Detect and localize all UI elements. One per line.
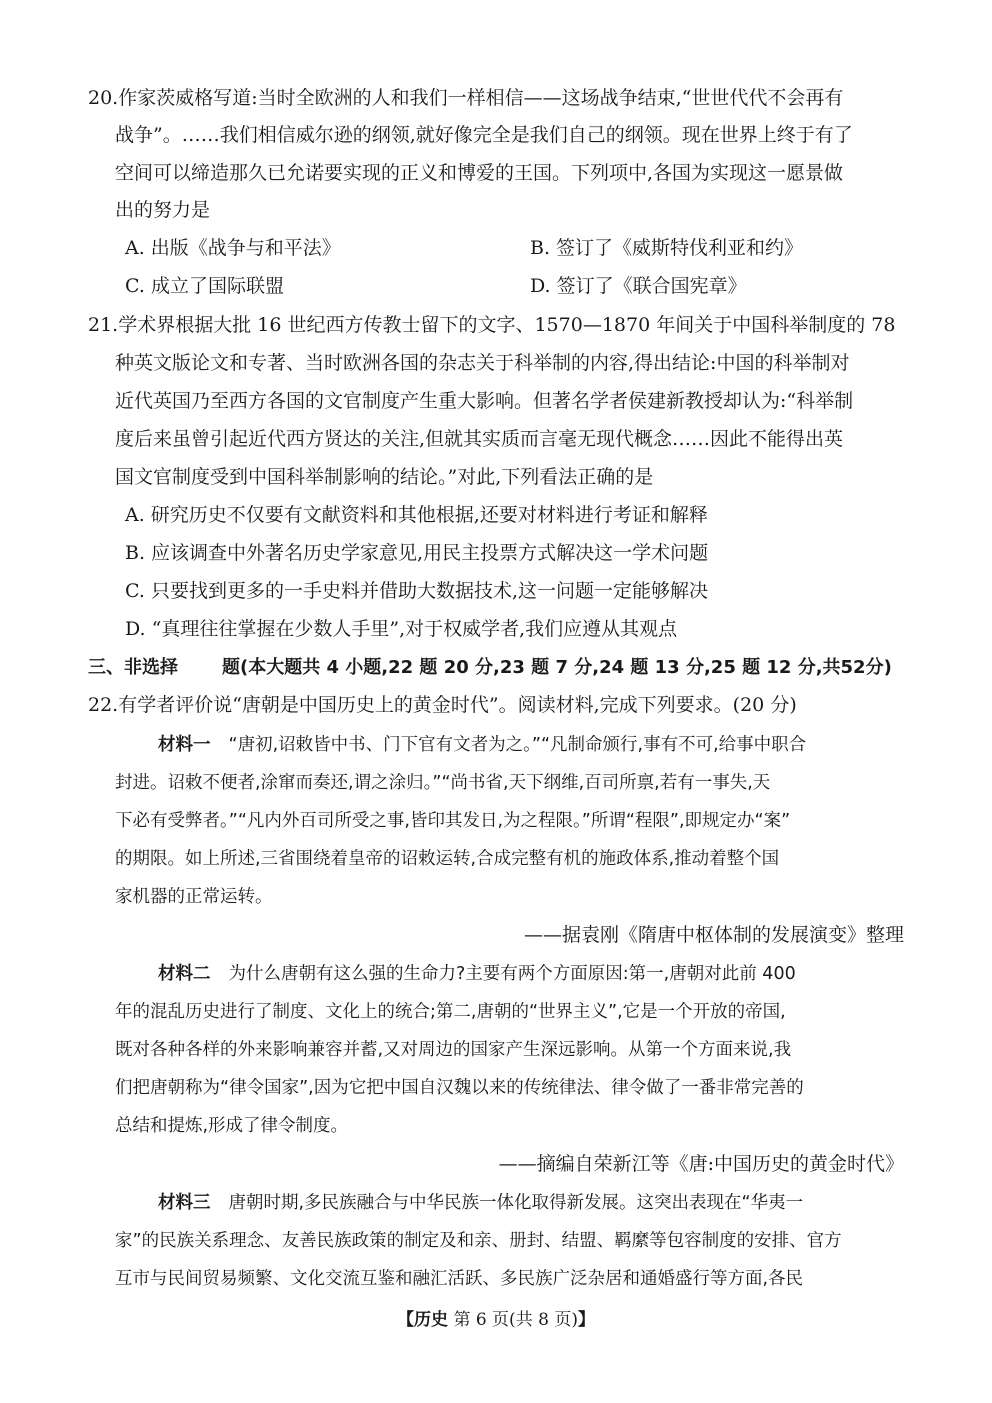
- material-1-label: 材料一: [158, 735, 211, 755]
- section-3-heading: [88, 656, 892, 680]
- section-3-head: 三、非选择: [88, 657, 178, 678]
- material-3-line-3: 互市与民间贸易频繁、文化交流互鉴和融汇活跃、多民族广泛杂居和通婚盛行等方面,各民: [115, 1269, 804, 1289]
- material-1-line-4: 的期限。如上所述,三省围绕着皇帝的诏敕运转,合成完整有机的施政体系,推动着整个国: [115, 849, 780, 869]
- material-2-line-2: 年的混乱历史进行了制度、文化上的统合;第二,唐朝的“世界主义”,它是一个开放的帝国,: [115, 1002, 786, 1022]
- material-1-source: ——据袁刚《隋唐中枢体制的发展演变》整理: [523, 924, 904, 946]
- material-2-line-3: 既对各种各样的外来影响兼容并蓄,又对周边的国家产生深远影响。从第一个方面来说,我: [115, 1040, 792, 1060]
- material-2-line-5: 总结和提炼,形成了律令制度。: [115, 1116, 349, 1136]
- q21-option-d: D. “真理往往掌握在少数人手里”,对于权威学者,我们应遵从其观点: [125, 618, 678, 640]
- material-1-line-5: 家机器的正常运转。: [115, 887, 273, 907]
- q21-option-c: C. 只要找到更多的一手史料并借助大数据技术,这一问题一定能够解决: [125, 580, 708, 602]
- material-2-label: 材料二: [158, 964, 211, 984]
- q21-line-1: 21.学术界根据大批 16 世纪西方传教士留下的文字、1570—1870 年间关于中国科举制度的 78: [88, 314, 896, 336]
- footer-page-number: 第 6 页(共 8 页): [453, 1310, 578, 1330]
- material-1-line-1: “唐初,诏敕皆中书、门下官有文者为之。”“凡制命颁行,事有不可,给事中职合: [228, 735, 807, 755]
- q21-option-b: B. 应该调查中外著名历史学家意见,用民主投票方式解决这一学术问题: [125, 542, 709, 564]
- q20-option-d: D. 签订了《联合国宪章》: [530, 275, 747, 297]
- q22-stem: 22.有学者评价说“唐朝是中国历史上的黄金时代”。阅读材料,完成下列要求。(20 分): [88, 694, 797, 716]
- material-2-first-line: [158, 962, 796, 986]
- footer-subject: 【历史: [397, 1310, 449, 1330]
- material-2-source: ——摘编自荣新江等《唐:中国历史的黄金时代》: [498, 1153, 904, 1175]
- q21-option-a: A. 研究历史不仅要有文献资料和其他根据,还要对材料进行考证和解释: [125, 504, 708, 526]
- q21-line-4: 度后来虽曾引起近代西方贤达的关注,但就其实质而言毫无现代概念……因此不能得出英: [115, 428, 844, 450]
- material-2-line-4: 们把唐朝称为“律令国家”,因为它把中国自汉魏以来的传统律法、律令做了一番非常完善的: [115, 1078, 804, 1098]
- footer-close-bracket: 】: [577, 1310, 595, 1330]
- q20-line-3: 空间可以缔造那久已允诺要实现的正义和博爱的王国。下列项中,各国为实现这一愿景做: [115, 162, 844, 184]
- q21-line-5: 国文官制度受到中国科举制影响的结论。”对此,下列看法正确的是: [115, 466, 654, 488]
- q21-line-3: 近代英国乃至西方各国的文官制度产生重大影响。但著名学者侯建新教授却认为:“科举制: [115, 390, 854, 412]
- material-1-line-2: 封进。诏敕不便者,涂窜而奏还,谓之涂归。”“尚书省,天下纲维,百司所禀,若有一事失,天: [115, 773, 771, 793]
- material-2-line-1: 为什么唐朝有这么强的生命力?主要有两个方面原因:第一,唐朝对此前 400: [228, 964, 796, 984]
- q20-option-a: A. 出版《战争与和平法》: [125, 237, 341, 259]
- section-3-rest: 题(本大题共 4 小题,22 题 20 分,23 题 7 分,24 题 13 分,25 题 12 分,共52分): [222, 657, 892, 678]
- q20-line-4: 出的努力是: [115, 199, 211, 221]
- material-3-line-1: 唐朝时期,多民族融合与中华民族一体化取得新发展。这突出表现在“华夷一: [228, 1193, 804, 1213]
- material-3-first-line: [158, 1191, 803, 1215]
- material-3-label: 材料三: [158, 1193, 211, 1213]
- page-footer: [0, 1309, 992, 1331]
- q20-option-c: C. 成立了国际联盟: [125, 275, 284, 297]
- q20-option-b: B. 签订了《威斯特伐利亚和约》: [530, 237, 804, 259]
- material-3-line-2: 家”的民族关系理念、友善民族政策的制定及和亲、册封、结盟、羁縻等包容制度的安排、官方: [115, 1231, 842, 1251]
- q20-line-1: 20.作家茨威格写道:当时全欧洲的人和我们一样相信——这场战争结束,“世世代代不会再有: [88, 87, 844, 109]
- q20-line-2: 战争”。……我们相信威尔逊的纲领,就好像完全是我们自己的纲领。现在世界上终于有了: [115, 124, 853, 146]
- q21-line-2: 种英文版论文和专著、当时欧洲各国的杂志关于科举制的内容,得出结论:中国的科举制对: [115, 352, 850, 374]
- material-1-first-line: [158, 733, 806, 757]
- material-1-line-3: 下必有受弊者。”“凡内外百司所受之事,皆印其发日,为之程限。”所谓“程限”,即规定办“案”: [115, 811, 791, 831]
